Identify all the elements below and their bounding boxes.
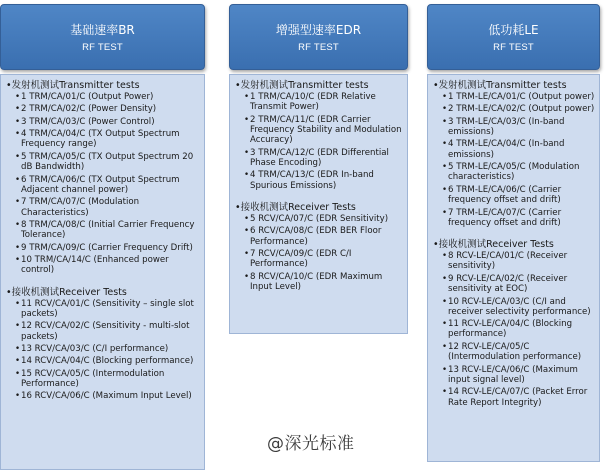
column-br-body	[0, 74, 205, 470]
list-item: • 2 TRM/CA/11/C (EDR Carrier Frequency Stability and Modulation Accuracy)	[244, 115, 403, 146]
column-edr	[229, 4, 408, 334]
edr-transmitter-list	[235, 92, 403, 191]
list-item: • 15 RCV/CA/05/C (Intermodulation Performance)	[15, 369, 200, 390]
column-le-subtitle: RF TEST	[493, 42, 534, 53]
br-receiver-list	[6, 299, 200, 402]
list-item: • 8 RCV-LE/CA/01/C (Receiver sensitivity)	[442, 251, 595, 272]
list-item: • 16 RCV/CA/06/C (Maximum Input Level)	[15, 391, 200, 401]
list-item: • 12 RCV-LE/CA/05/C (Intermodulation performance)	[442, 342, 595, 363]
list-item: • 3 TRM-LE/CA/03/C (In-band emissions)	[442, 117, 595, 138]
br-receiver-section	[6, 287, 200, 402]
list-item: • 9 TRM/CA/09/C (Carrier Frequency Drift)	[15, 243, 200, 253]
list-item: • 10 RCV-LE/CA/03/C (C/I and receiver selectivity performance)	[442, 297, 595, 318]
edr-receiver-section	[235, 202, 403, 292]
le-receiver-list	[433, 251, 595, 408]
column-br-subtitle: RF TEST	[82, 42, 123, 53]
list-item: • 11 RCV-LE/CA/04/C (Blocking performance)	[442, 319, 595, 340]
le-transmitter-title: •发射机测试Transmitter tests	[433, 80, 567, 91]
list-item: • 5 TRM-LE/CA/05/C (Modulation characteristics)	[442, 162, 595, 183]
list-item: • 13 RCV/CA/03/C (C/I performance)	[15, 344, 200, 354]
column-edr-body	[229, 74, 408, 334]
edr-transmitter-title: •发射机测试Transmitter tests	[235, 80, 369, 91]
edr-transmitter-section	[235, 80, 403, 191]
edr-receiver-title: •接收机测试Receiver Tests	[235, 201, 356, 213]
br-receiver-title: •接收机测试Receiver Tests	[6, 286, 127, 298]
br-transmitter-section	[6, 80, 200, 276]
list-item: • 1 TRM-LE/CA/01/C (Output power)	[442, 92, 595, 102]
list-item: • 13 RCV-LE/CA/06/C (Maximum input signal level)	[442, 365, 595, 386]
list-item: • 3 TRM/CA/03/C (Power Control)	[15, 117, 200, 127]
list-item: • 7 RCV/CA/09/C (EDR C/I Performance)	[244, 249, 403, 270]
le-transmitter-list	[433, 92, 595, 228]
list-item: • 5 TRM/CA/05/C (TX Output Spectrum 20 dB Bandwidth)	[15, 152, 200, 173]
list-item: • 3 TRM/CA/12/C (EDR Differential Phase Encoding)	[244, 148, 403, 169]
list-item: • 1 TRM/CA/10/C (EDR Relative Transmit Power)	[244, 92, 403, 113]
list-item: • 4 TRM/CA/04/C (TX Output Spectrum Frequency range)	[15, 129, 200, 150]
column-edr-subtitle: RF TEST	[298, 42, 339, 53]
list-item: • 8 RCV/CA/10/C (EDR Maximum Input Level)	[244, 272, 403, 293]
watermark: @深光标准	[267, 434, 355, 454]
list-item: • 6 RCV/CA/08/C (EDR BER Floor Performance)	[244, 226, 403, 247]
list-item: • 11 RCV/CA/01/C (Sensitivity – single slot packets)	[15, 299, 200, 320]
column-le-body	[427, 74, 600, 462]
column-br-title: 基础速率BR	[70, 23, 135, 37]
column-le-header	[427, 4, 600, 70]
column-br	[0, 4, 205, 470]
list-item: • 2 TRM-LE/CA/02/C (Output power)	[442, 104, 595, 114]
list-item: • 14 RCV-LE/CA/07/C (Packet Error Rate Report Integrity)	[442, 387, 595, 408]
list-item: • 14 RCV/CA/04/C (Blocking performance)	[15, 356, 200, 366]
list-item: • 4 TRM/CA/13/C (EDR In-band Spurious Emissions)	[244, 170, 403, 191]
column-edr-header	[229, 4, 408, 70]
le-receiver-section	[433, 239, 595, 408]
list-item: • 9 RCV-LE/CA/02/C (Receiver sensitivity at EOC)	[442, 274, 595, 295]
list-item: • 6 TRM-LE/CA/06/C (Carrier frequency offset and drift)	[442, 185, 595, 206]
list-item: • 7 TRM/CA/07/C (Modulation Characteristics)	[15, 197, 200, 218]
br-transmitter-list	[6, 92, 200, 276]
list-item: • 8 TRM/CA/08/C (Initial Carrier Frequency Tolerance)	[15, 220, 200, 241]
list-item: • 4 TRM-LE/CA/04/C (In-band emissions)	[442, 139, 595, 160]
br-transmitter-title: •发射机测试Transmitter tests	[6, 80, 140, 91]
list-item: • 2 TRM/CA/02/C (Power Density)	[15, 104, 200, 114]
column-br-header	[0, 4, 205, 70]
list-item: • 7 TRM-LE/CA/07/C (Carrier frequency offset and drift)	[442, 208, 595, 229]
edr-receiver-list	[235, 214, 403, 292]
list-item: • 1 TRM/CA/01/C (Output Power)	[15, 92, 200, 102]
column-edr-title: 增强型速率EDR	[275, 23, 362, 37]
le-receiver-title: •接收机测试Receiver Tests	[433, 239, 554, 251]
le-transmitter-section	[433, 80, 595, 228]
list-item: • 10 TRM/CA/14/C (Enhanced power control)	[15, 255, 200, 276]
list-item: • 6 TRM/CA/06/C (TX Output Spectrum Adjacent channel power)	[15, 175, 200, 196]
column-le-title: 低功耗LE	[488, 23, 539, 37]
list-item: • 5 RCV/CA/07/C (EDR Sensitivity)	[244, 214, 403, 224]
column-le	[427, 4, 600, 462]
list-item: • 12 RCV/CA/02/C (Sensitivity - multi-slot packets)	[15, 321, 200, 342]
